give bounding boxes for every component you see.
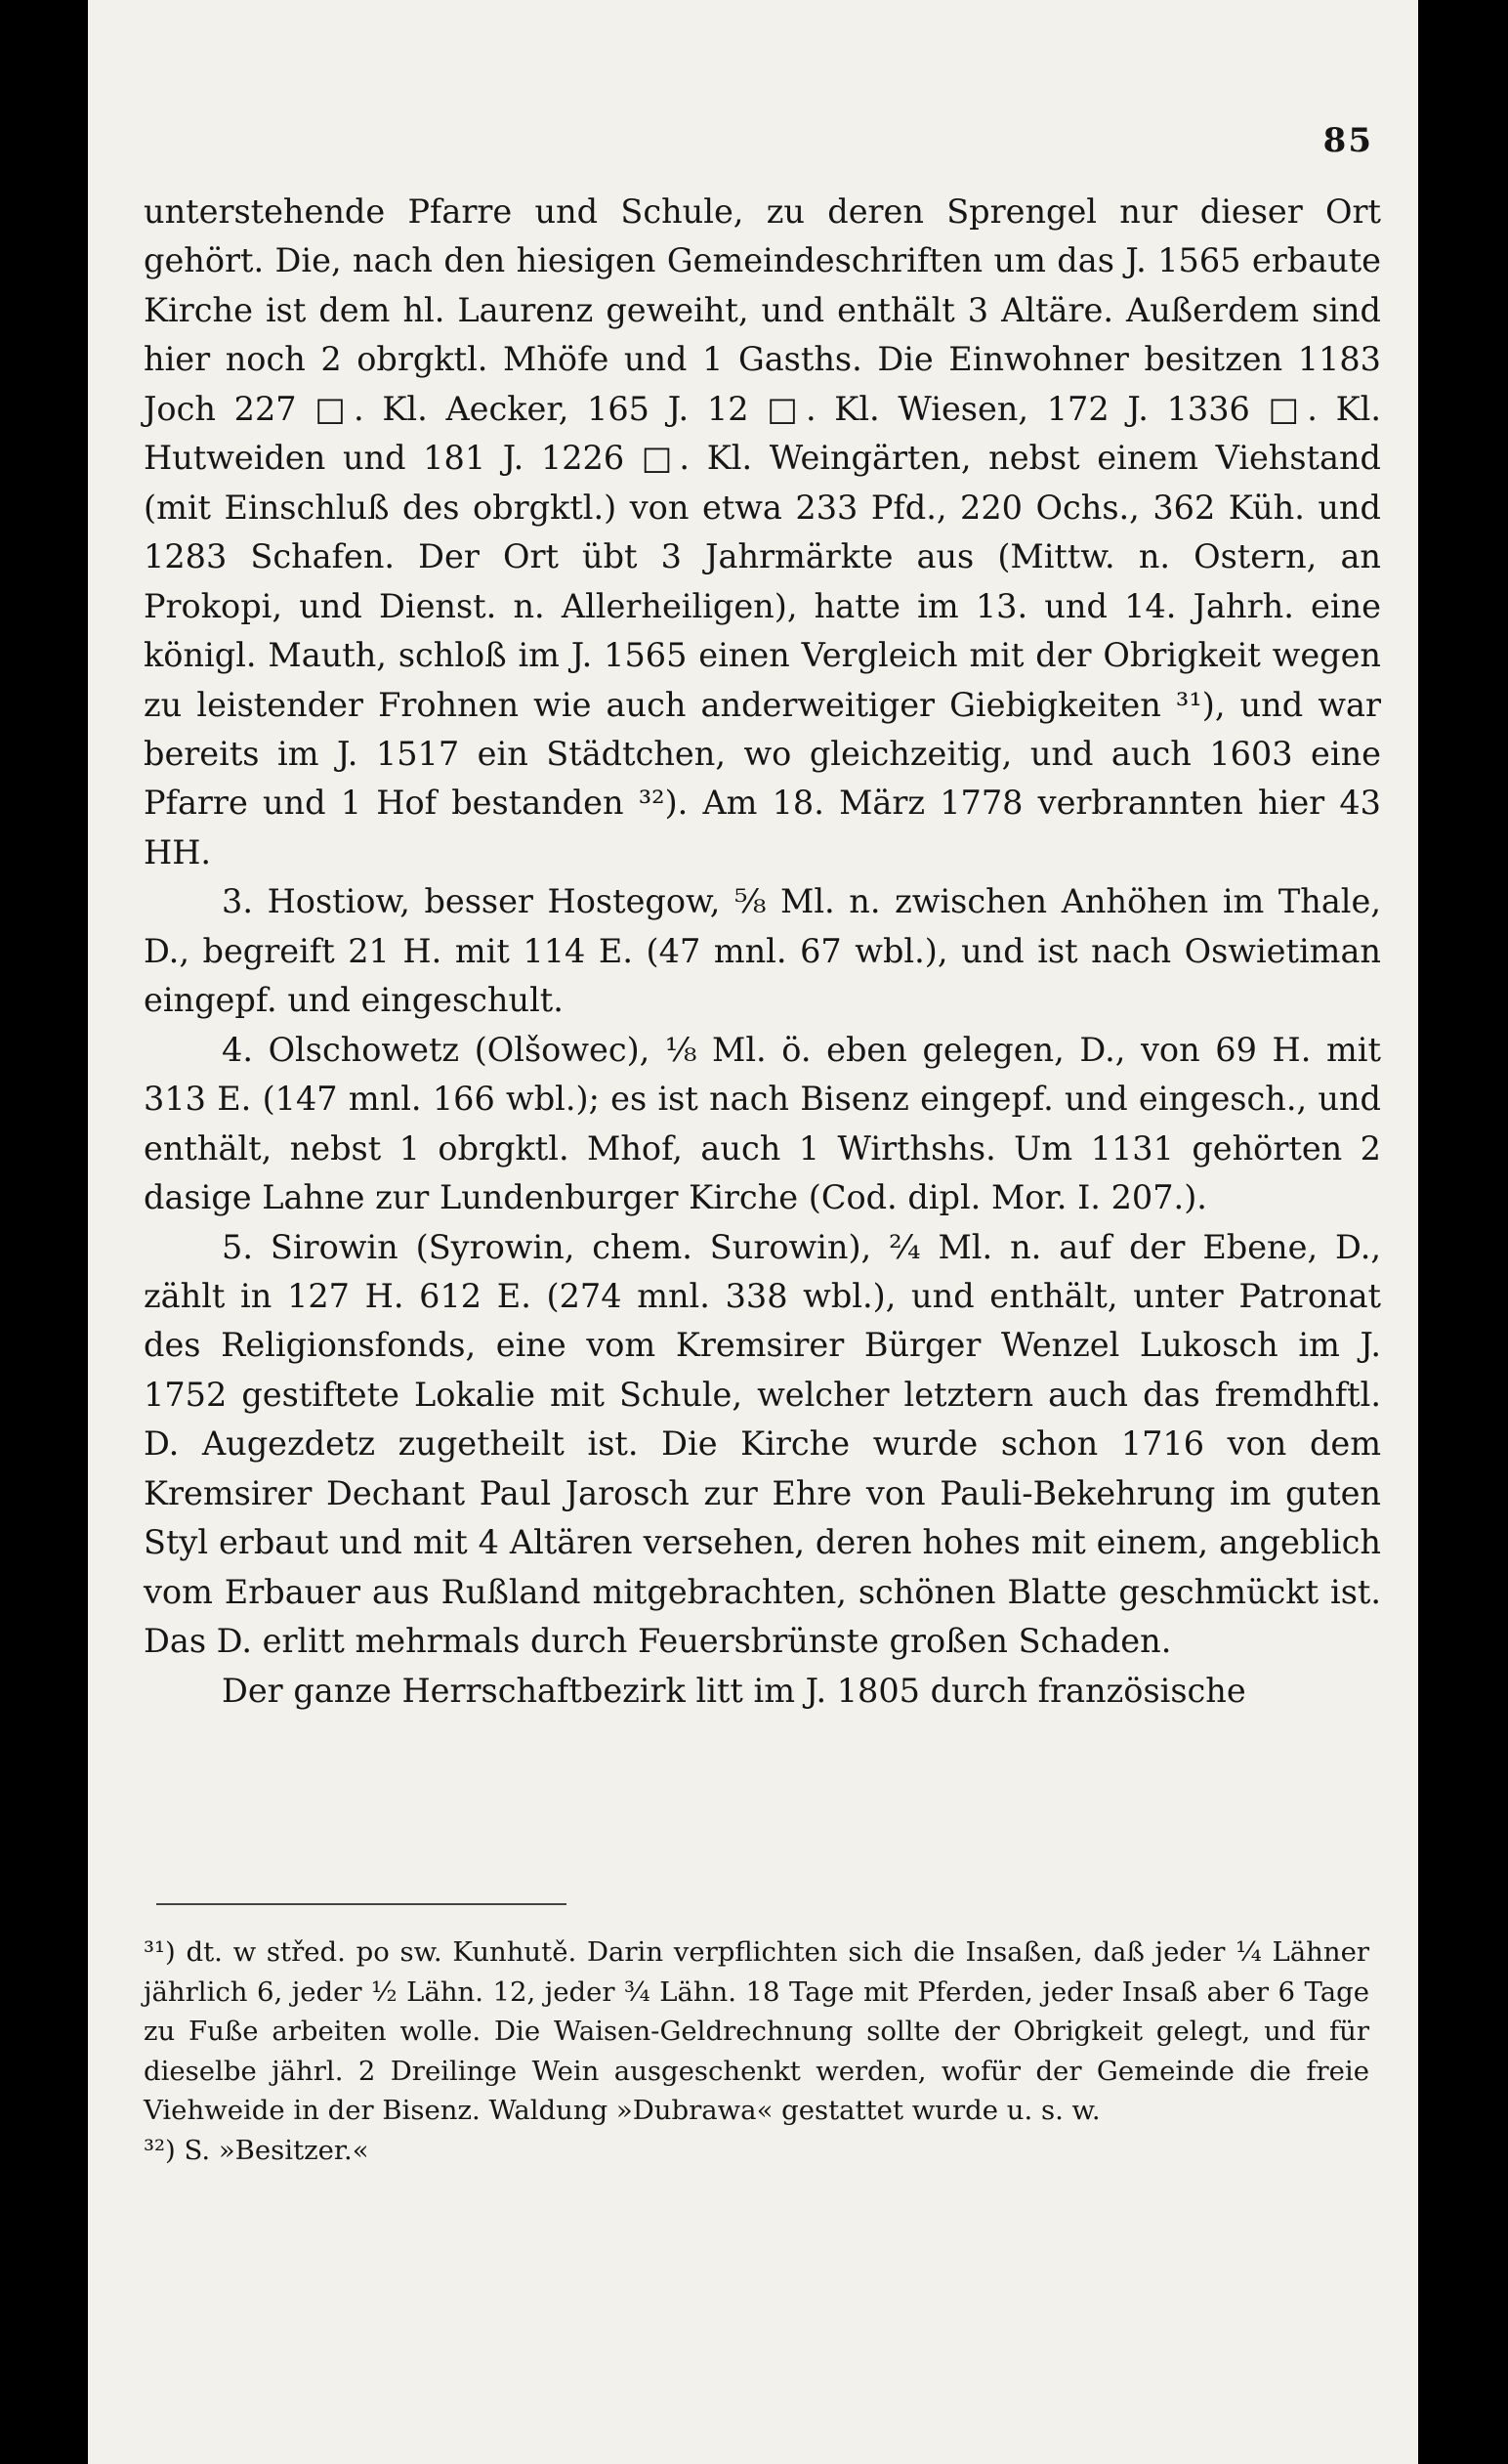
footnote-31: ³¹) dt. w střed. po sw. Kunhutě. Darin verpflichten sich die Insaßen, daß jeder ¹⁄₄ Lähner jährlich 6, jeder ¹⁄₂ Lähn. 12, jeder ³⁄₄ Lähn. 18 Tage mit Pferden, jeder Insaß aber 6 Tage zu Fuße arbeiten wolle. Die Waisen-Geldrechnung sollte der Obrigkeit gelegt, und für dieselbe jährl. 2 Dreilinge Wein ausgeschenkt werden, wofür der Gemeinde die freie Viehweide in der Bisenz. Waldung »Dubrawa« gestattet wurde u. s. w. xyxy=(144,1936,1369,2127)
paragraph-continuation: unterstehende Pfarre und Schule, zu deren Sprengel nur dieser Ort gehört. Die, nach den hiesigen Gemeindeschriften um das J. 1565 erbaute Kirche ist dem hl. Laurenz geweiht, und enthält 3 Altäre. Außerdem sind hier noch 2 obrgktl. Mhöfe und 1 Gasths. Die Einwohner besitzen 1183 Joch 227 □. Kl. Aecker, 165 J. 12 □. Kl. Wiesen, 172 J. 1336 □. Kl. Hutweiden und 181 J. 1226 □. Kl. Weingärten, nebst einem Viehstand (mit Einschluß des obrgktl.) von etwa 233 Pfd., 220 Ochs., 362 Küh. und 1283 Schafen. Der Ort übt 3 Jahrmärkte aus (Mittw. n. Ostern, an Prokopi, und Dienst. n. Allerheiligen), hatte im 13. und 14. Jahrh. eine königl. Mauth, schloß im J. 1565 einen Vergleich mit der Obrigkeit wegen zu leistender Frohnen wie auch anderweitiger Giebigkeiten ³¹), und war bereits im J. 1517 ein Städtchen, wo gleichzeitig, und auch 1603 eine Pfarre und 1 Hof bestanden ³²). Am 18. März 1778 verbrannten hier 43 HH. xyxy=(144,192,1381,871)
book-page xyxy=(88,0,1418,2464)
footnote-32: ³²) S. »Besitzer.« xyxy=(144,2134,369,2166)
footnote-divider xyxy=(156,1903,566,1905)
paragraph-herrschaft: Der ganze Herrschaftbezirk litt im J. 1805 durch französische xyxy=(222,1671,1246,1710)
footnotes xyxy=(144,1933,1369,2171)
main-text xyxy=(144,188,1381,1716)
paragraph-sirowin: 5. Sirowin (Syrowin, chem. Surowin), ²⁄₄ Ml. n. auf der Ebene, D., zählt in 127 H. 612 E. (274 mnl. 338 wbl.), und enthält, unter Patronat des Religionsfonds, eine vom Kremsirer Bürger Wenzel Lukosch im J. 1752 gestiftete Lokalie mit Schule, welcher letztern auch das fremdhftl. D. Augezdetz zugetheilt ist. Die Kirche wurde schon 1716 von dem Kremsirer Dechant Paul Jarosch zur Ehre von Pauli-Bekehrung im guten Styl erbaut und mit 4 Altären versehen, deren hohes mit einem, angeblich vom Erbauer aus Rußland mitgebrachten, schönen Blatte geschmückt ist. Das D. erlitt mehrmals durch Feuersbrünste großen Schaden. xyxy=(144,1227,1381,1661)
page-number: 85 xyxy=(1322,121,1373,160)
paragraph-hostiow: 3. Hostiow, besser Hostegow, ⁵⁄₈ Ml. n. zwischen Anhöhen im Thale, D., begreift 21 H. mit 114 E. (47 mnl. 67 wbl.), und ist nach Oswietiman eingepf. und eingeschult. xyxy=(144,882,1381,1020)
paragraph-olschowetz: 4. Olschowetz (Olšowec), ¹⁄₈ Ml. ö. eben gelegen, D., von 69 H. mit 313 E. (147 mnl. 166 wbl.); es ist nach Bisenz eingepf. und eingesch., und enthält, nebst 1 obrgktl. Mhof, auch 1 Wirthshs. Um 1131 gehörten 2 dasige Lahne zur Lundenburger Kirche (Cod. dipl. Mor. I. 207.). xyxy=(144,1030,1381,1217)
